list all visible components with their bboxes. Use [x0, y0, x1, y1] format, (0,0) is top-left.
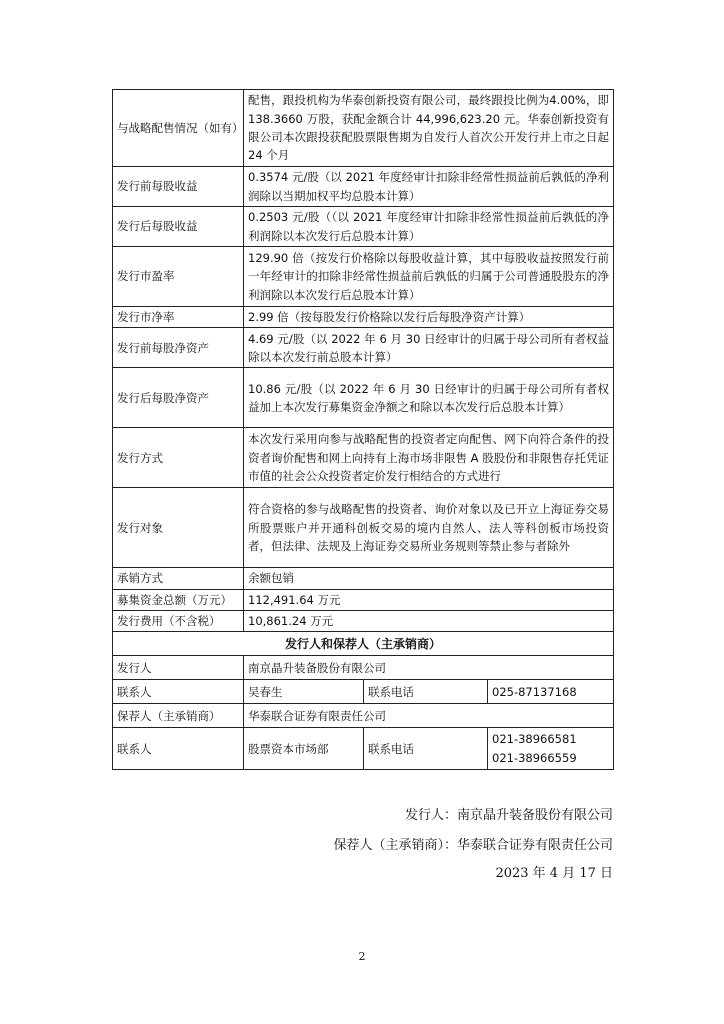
row-label: 发行对象 [113, 488, 244, 568]
table-row [113, 728, 614, 770]
section-header: 发行人和保荐人（主承销商） [113, 632, 614, 656]
contact-label: 联系人 [113, 728, 244, 770]
row-value: 129.90 倍（按发行价格除以每股收益计算，其中每股收益按照发行前一年经审计的扣除非经常性损益前后孰低的归属于公司普通股股东的净利润除以本次发行后总股本计算） [244, 247, 614, 307]
table-row [113, 368, 614, 428]
table-row [113, 307, 614, 328]
table-row [113, 90, 614, 167]
row-label: 发行方式 [113, 428, 244, 488]
sponsor-signature: 保荐人（主承销商）：华泰联合证券有限责任公司 [333, 838, 613, 853]
issuer-label: 发行人 [113, 656, 244, 680]
table-row [113, 328, 614, 368]
signature-date: 2023 年 4 月 17 日 [495, 866, 613, 881]
section-header-row [113, 632, 614, 656]
phone-numbers [488, 728, 614, 770]
row-value: 余额包销 [244, 568, 614, 589]
row-value: 配售，跟投机构为华泰创新投资有限公司，最终跟投比例为4.00%，即 138.3660 万股，获配金额合计 44,996,623.20 元。华泰创新投资有限公司本次跟投获配股票限售期为自发行人首次公开发行并上市之日起 24 个月 [244, 90, 614, 167]
table-row [113, 589, 614, 610]
phone-number: 021-38966581 [492, 732, 577, 747]
table-row [113, 428, 614, 488]
contact-label: 联系人 [113, 680, 244, 704]
row-label: 发行前每股净资产 [113, 328, 244, 368]
row-value: 4.69 元/股（以 2022 年 6 月 30 日经审计的归属于母公司所有者权益除以本次发行前总股本计算） [244, 328, 614, 368]
row-value: 10.86 元/股（以 2022 年 6 月 30 日经审计的归属于母公司所有者权益加上本次发行募集资金净额之和除以本次发行后总股本计算） [244, 368, 614, 428]
row-label: 发行后每股收益 [113, 207, 244, 247]
table-row [113, 207, 614, 247]
table-row [113, 247, 614, 307]
phone-number: 025-87137168 [488, 680, 614, 704]
row-value: 本次发行采用向参与战略配售的投资者定向配售、网下向符合条件的投资者询价配售和网上向持有上海市场非限售 A 股股份和非限售存托凭证市值的社会公众投资者定价发行相结合的方式进行 [244, 428, 614, 488]
table-row [113, 704, 614, 728]
offering-info-table [112, 89, 614, 770]
table-row [113, 610, 614, 631]
row-label: 承销方式 [113, 568, 244, 589]
row-value: 112,491.64 万元 [244, 589, 614, 610]
row-label: 发行市净率 [113, 307, 244, 328]
row-label: 发行后每股净资产 [113, 368, 244, 428]
phone-number: 021-38966559 [492, 750, 577, 765]
row-value: 0.3574 元/股（以 2021 年度经审计扣除非经常性损益前后孰低的净利润除以当期加权平均总股本计算） [244, 167, 614, 207]
sponsor-label: 保荐人（主承销商） [113, 704, 244, 728]
row-label: 发行市盈率 [113, 247, 244, 307]
row-label: 与战略配售情况（如有） [113, 90, 244, 167]
contact-name: 股票资本市场部 [244, 728, 364, 770]
phone-label: 联系电话 [364, 728, 488, 770]
row-value: 2.99 倍（按每股发行价格除以发行后每股净资产计算） [244, 307, 614, 328]
page-number: 2 [358, 950, 366, 963]
row-label: 发行前每股收益 [113, 167, 244, 207]
phone-label: 联系电话 [364, 680, 488, 704]
sponsor-name: 华泰联合证券有限责任公司 [244, 704, 614, 728]
row-label: 发行费用（不含税） [113, 610, 244, 631]
row-value: 0.2503 元/股（（以 2021 年度经审计扣除非经常性损益前后孰低的净利润除以本次发行后总股本计算） [244, 207, 614, 247]
table-row [113, 568, 614, 589]
table-row [113, 488, 614, 568]
issuer-signature: 发行人：南京晶升装备股份有限公司 [404, 808, 613, 823]
contact-name: 吴春生 [244, 680, 364, 704]
row-value: 符合资格的参与战略配售的投资者、询价对象以及已开立上海证券交易所股票账户并开通科创板交易的境内自然人、法人等科创板市场投资者，但法律、法规及上海证券交易所业务规则等禁止参与者除外 [244, 488, 614, 568]
row-value: 10,861.24 万元 [244, 610, 614, 631]
row-label: 募集资金总额（万元） [113, 589, 244, 610]
table-row [113, 167, 614, 207]
table-row [113, 656, 614, 680]
issuer-name: 南京晶升装备股份有限公司 [244, 656, 614, 680]
table-row [113, 680, 614, 704]
